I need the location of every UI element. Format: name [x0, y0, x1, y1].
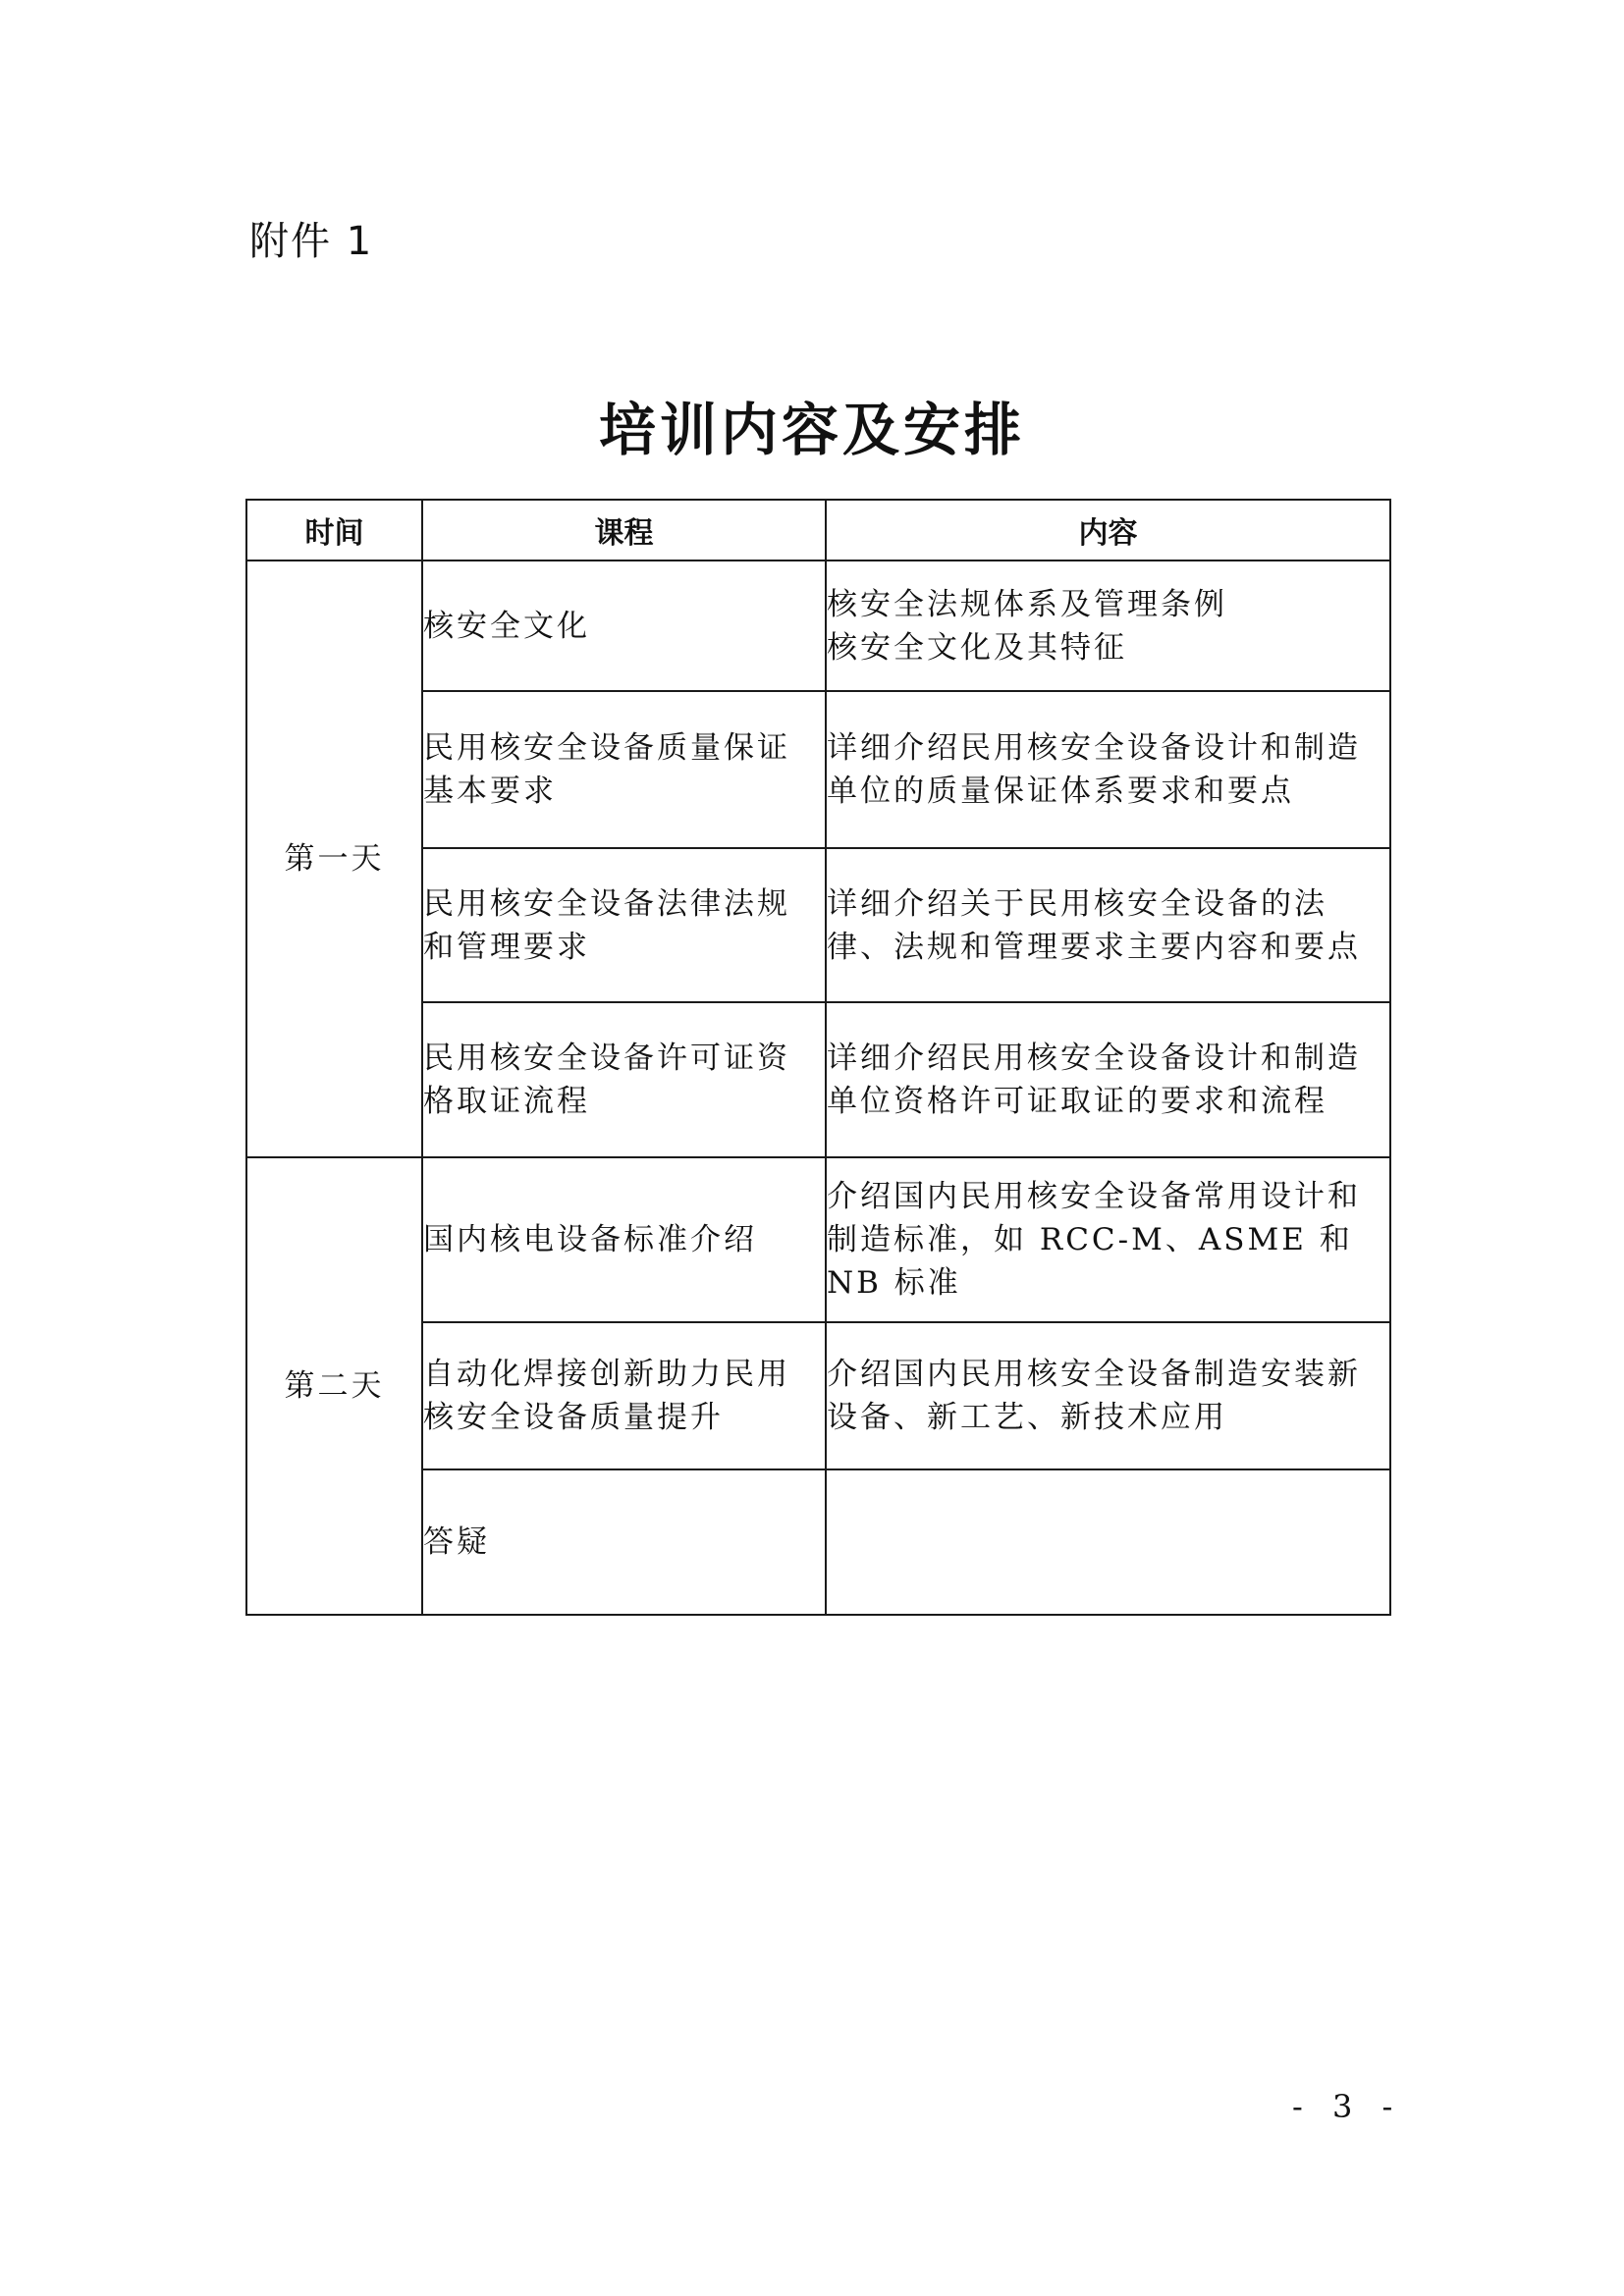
table-row: [246, 1157, 1390, 1322]
header-content: 内容: [826, 500, 1390, 561]
content-cell: [826, 1157, 1390, 1322]
content-text: 介绍国内民用核安全设备制造安装新 设备、新工艺、新技术应用: [827, 1357, 1361, 1435]
content-text: 详细介绍关于民用核安全设备的法 律、法规和管理要求主要内容和要点: [827, 885, 1361, 965]
document-title: 培训内容及安排: [598, 397, 1025, 463]
course-text: 核安全文化: [423, 608, 590, 644]
content-cell: [826, 691, 1390, 848]
course-cell: [422, 1469, 826, 1615]
course-text: 自动化焊接创新助力民用 核安全设备质量提升: [423, 1357, 790, 1435]
day-cell: [246, 1157, 422, 1615]
training-schedule-table: [245, 499, 1391, 1616]
course-cell: [422, 561, 826, 691]
content-text: 详细介绍民用核安全设备设计和制造 单位资格许可证取证的要求和流程: [827, 1041, 1361, 1119]
course-cell: [422, 1002, 826, 1157]
page-number: - 3 -: [1292, 2088, 1403, 2125]
course-text: 民用核安全设备法律法规 和管理要求: [423, 885, 790, 965]
day-cell: [246, 561, 422, 1157]
course-cell: [422, 848, 826, 1002]
content-text: 详细介绍民用核安全设备设计和制造 单位的质量保证体系要求和要点: [827, 730, 1361, 809]
course-text: 答疑: [423, 1524, 490, 1560]
attachment-label: 附件 1: [249, 219, 374, 264]
course-text: 民用核安全设备质量保证 基本要求: [423, 730, 790, 809]
day-label: 第一天: [284, 841, 385, 877]
course-text: 国内核电设备标准介绍: [423, 1222, 757, 1257]
table-header-row: [246, 500, 1390, 561]
course-cell: [422, 1157, 826, 1322]
header-course: 课程: [422, 500, 826, 561]
content-cell: [826, 1469, 1390, 1615]
course-cell: [422, 1322, 826, 1469]
course-cell: [422, 691, 826, 848]
content-cell: [826, 1322, 1390, 1469]
table-row: [246, 561, 1390, 691]
content-cell: [826, 561, 1390, 691]
content-cell: [826, 848, 1390, 1002]
header-time: 时间: [246, 500, 422, 561]
content-cell: [826, 1002, 1390, 1157]
day-label: 第二天: [284, 1368, 385, 1404]
content-text: 核安全法规体系及管理条例 核安全文化及其特征: [827, 586, 1227, 666]
content-text: 介绍国内民用核安全设备常用设计和 制造标准，如 RCC-M、ASME 和 NB 标准: [827, 1179, 1361, 1301]
course-text: 民用核安全设备许可证资 格取证流程: [423, 1041, 790, 1119]
